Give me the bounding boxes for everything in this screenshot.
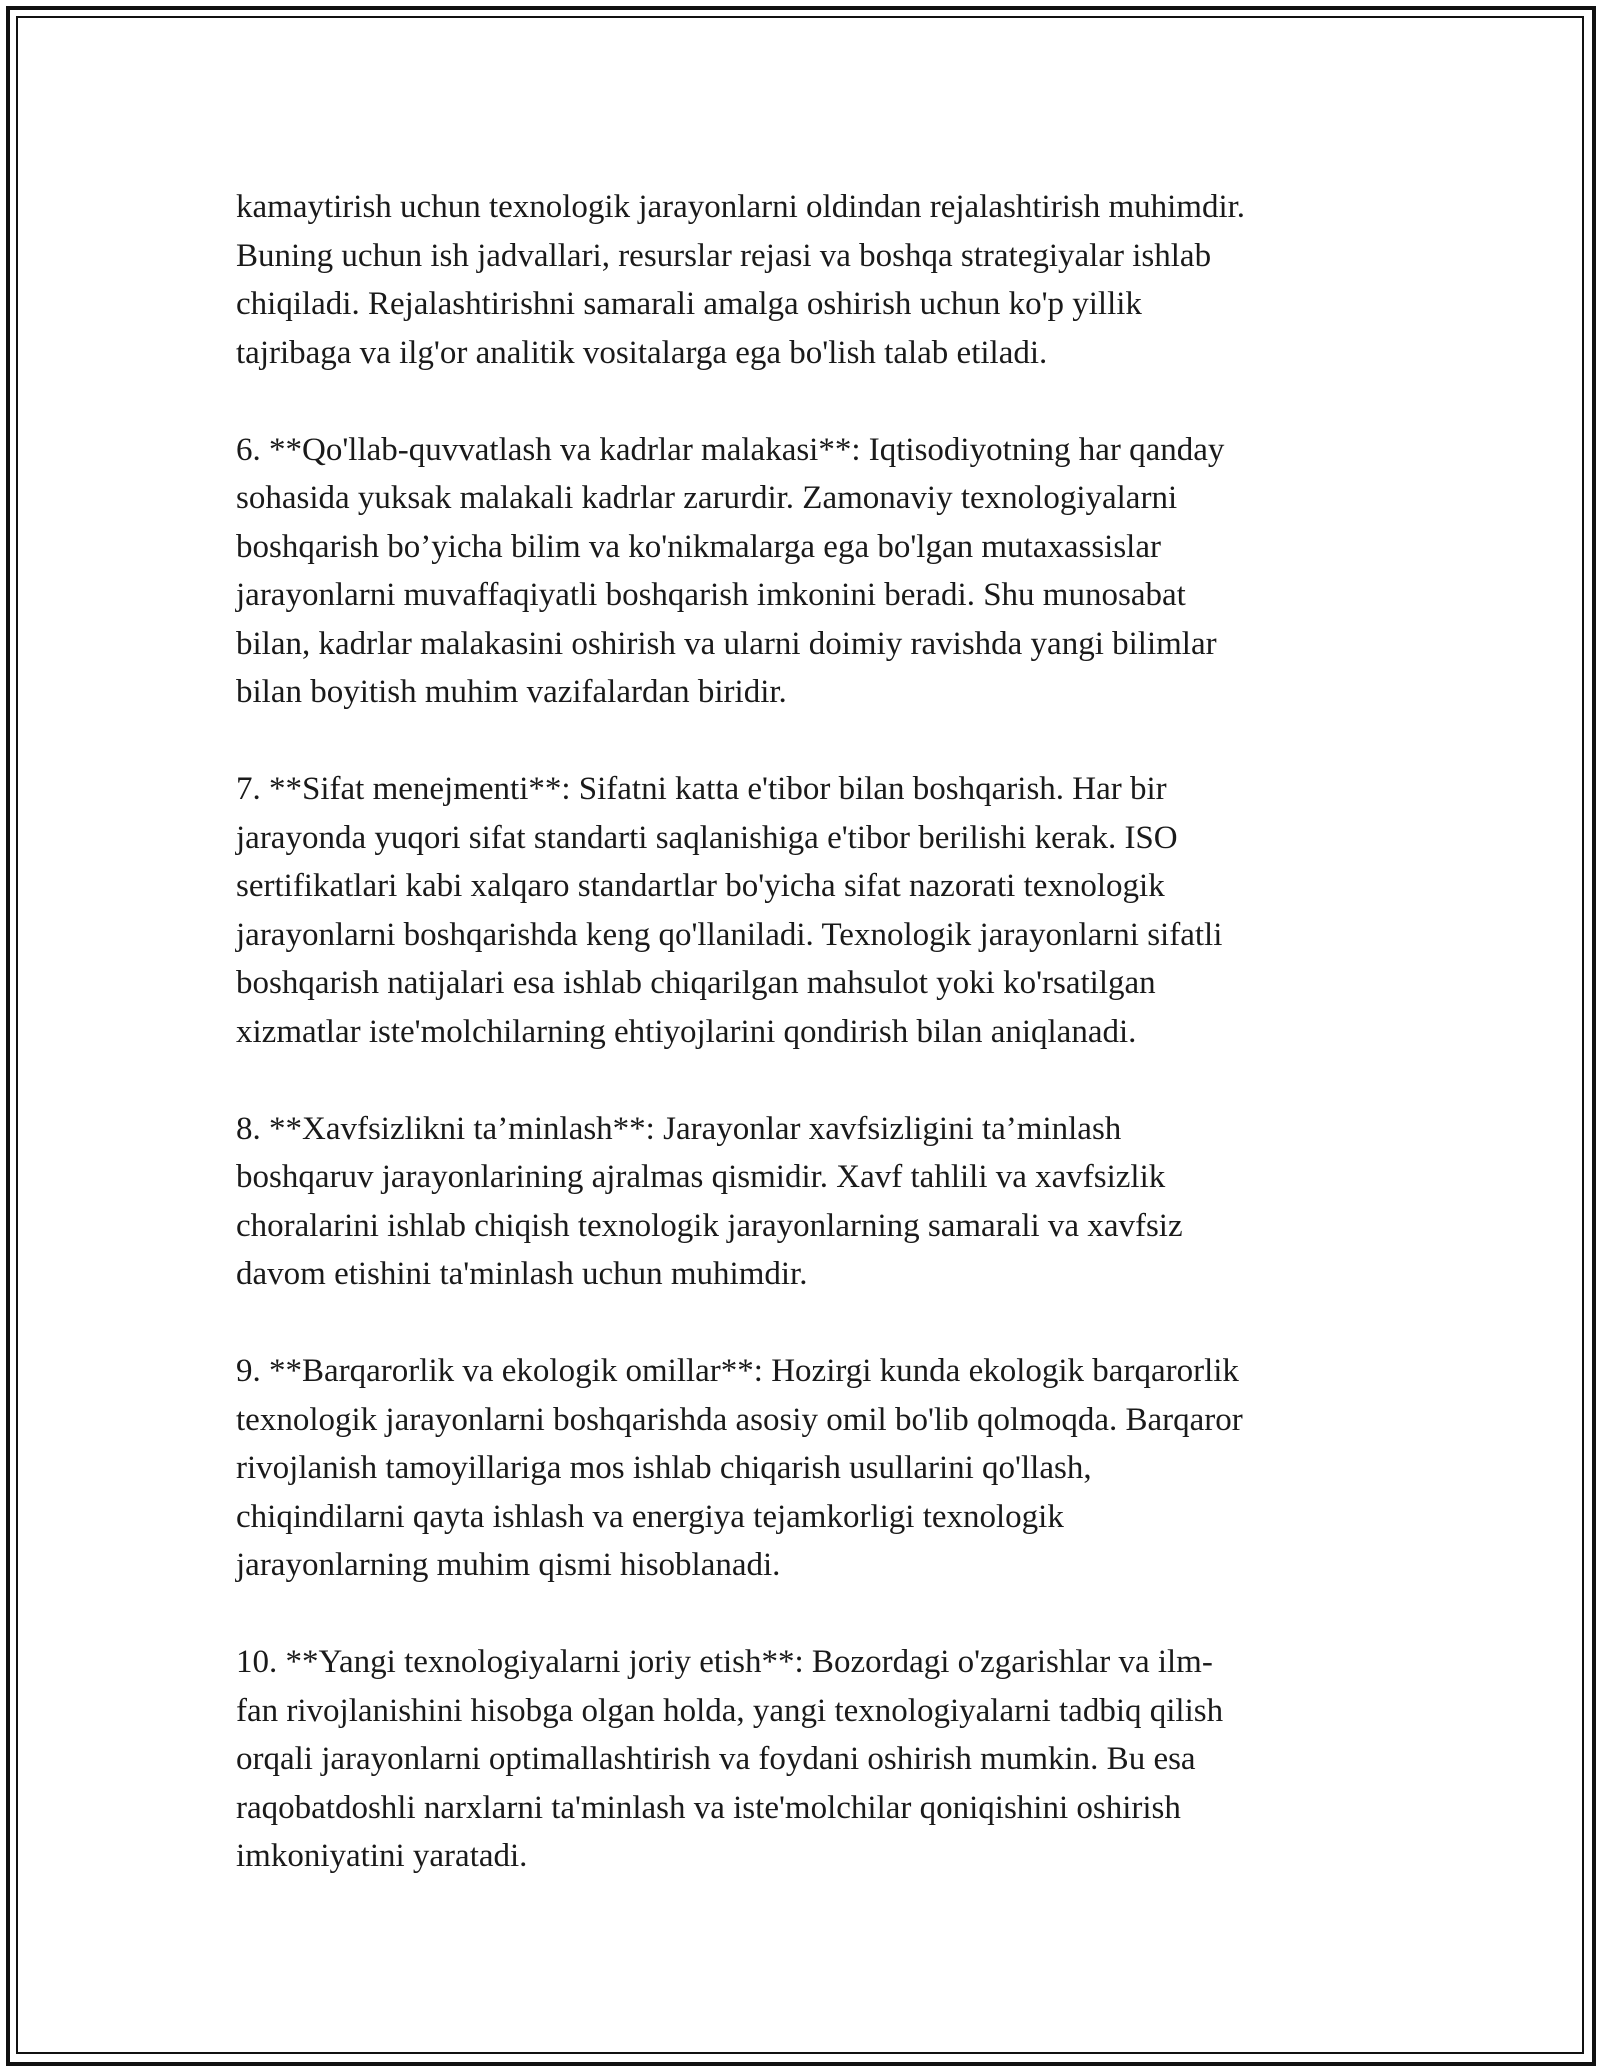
document-body [236, 183, 1366, 1881]
paragraph-item-7: 7. **Sifat menejmenti**: Sifatni katta e'tibor bilan boshqarish. Har bir jarayonda yuqori sifat standarti saqlanishiga e'tibor berilishi kerak. ISO sertifikatlari kabi xalqaro standartlar bo'yicha sifat nazorati texnologik jarayonlarni boshqarishda keng qo'llaniladi. Texnologik jarayonlarni sifatli boshqarish natijalari esa ishlab chiqarilgan mahsulot yoki ko'rsatilgan xizmatlar iste'molchilarning ehtiyojlarini qondirish bilan aniqlanadi. [236, 771, 1223, 1050]
paragraph-continuation: kamaytirish uchun texnologik jarayonlarni oldindan rejalashtirish muhimdir. Buning uchun ish jadvallari, resurslar rejasi va boshqa strategiyalar ishlab chiqiladi. Rejalashtirishni samarali amalga oshirish uchun ko'p yillik tajribaga va ilg'or analitik vositalarga ega bo'lish talab etiladi. [236, 189, 1246, 371]
paragraph-item-10: 10. **Yangi texnologiyalarni joriy etish**: Bozordagi o'zgarishlar va ilm- fan rivojlanishini hisobga olgan holda, yangi texnologiyalarni tadbiq qilish orqali jarayonlarni optimallashtirish va foydani oshirish mumkin. Bu esa raqobatdoshli narxlarni ta'minlash va iste'molchilar qoniqishini oshirish imkoniyatini yaratadi. [236, 1644, 1224, 1874]
paragraph-item-6: 6. **Qo'llab-quvvatlash va kadrlar malakasi**: Iqtisodiyotning har qanday sohasida yuksak malakali kadrlar zarurdir. Zamonaviy texnologiyalarni boshqarish bo’yicha bilim va ko'nikmalarga ega bo'lgan mutaxassislar jarayonlarni muvaffaqiyatli boshqarish imkonini beradi. Shu munosabat bilan, kadrlar malakasini oshirish va ularni doimiy ravishda yangi bilimlar bilan boyitish muhim vazifalardan biridir. [236, 431, 1225, 710]
paragraph-item-8: 8. **Xavfsizlikni ta’minlash**: Jarayonlar xavfsizligini ta’minlash boshqaruv jarayonlarining ajralmas qismidir. Xavf tahlili va xavfsizlik choralarini ishlab chiqish texnologik jarayonlarning samarali va xavfsiz davom etishini ta'minlash uchun muhimdir. [236, 1110, 1183, 1292]
paragraph-item-9: 9. **Barqarorlik va ekologik omillar**: Hozirgi kunda ekologik barqarorlik texnologik jarayonlarni boshqarishda asosiy omil bo'lib qolmoqda. Barqaror rivojlanish tamoyillariga mos ishlab chiqarish usullarini qo'llash, chiqindilarni qayta ishlash va energiya tejamkorligi texnologik jarayonlarning muhim qismi hisoblanadi. [236, 1353, 1243, 1583]
